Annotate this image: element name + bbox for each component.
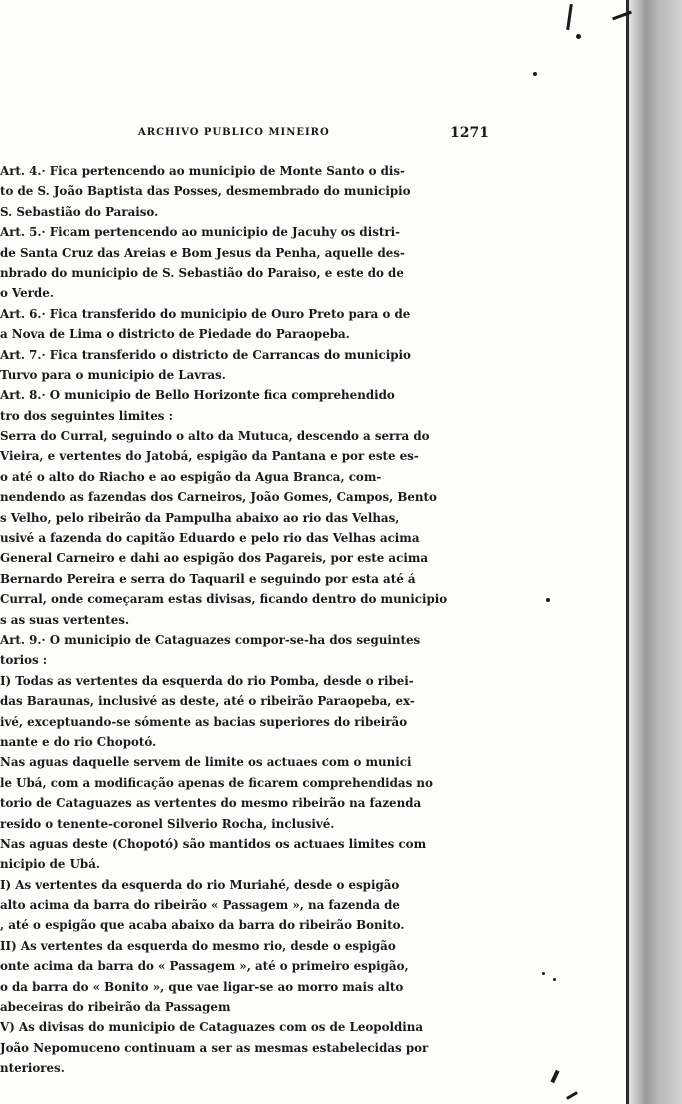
text-line: onte acima da barra do « Passagem », até o primeiro espigão, xyxy=(0,959,409,974)
ink-speck xyxy=(566,4,573,30)
text-line: tro dos seguintes limites : xyxy=(0,408,173,423)
text-line: torios : xyxy=(0,653,48,668)
text-line: ivé, exceptuando-se sómente as bacias superiores do ribeirão xyxy=(0,714,408,729)
text-line: Art. 7.· Fica transferido o districto de Carrancas do municipio xyxy=(0,347,411,362)
text-line: abeceiras do ribeirão da Passagem xyxy=(0,1000,231,1015)
text-line: s as suas vertentes. xyxy=(0,612,130,627)
text-line: Turvo para o municipio de Lavras. xyxy=(0,367,226,382)
text-line: das Baraunas, inclusivé as deste, até o ribeirão Paraopeba, ex- xyxy=(0,694,415,709)
text-line: nicipio de Ubá. xyxy=(0,857,100,872)
text-line: usivé a fazenda do capitão Eduardo e pelo rio das Velhas acima xyxy=(0,531,420,546)
text-line: Nas aguas daquelle servem de limite os actuaes com o munici xyxy=(0,755,412,770)
text-line: resido o tenente-coronel Silverio Rocha, inclusivé. xyxy=(0,816,335,831)
text-line: V) As divisas do municipio de Cataguazes com os de Leopoldina xyxy=(0,1020,424,1035)
text-line: nante e do rio Chopotó. xyxy=(0,734,157,749)
text-line: Art. 6.· Fica transferido do municipio de Ouro Preto para o de xyxy=(0,306,411,321)
text-line: Art. 5.· Ficam pertencendo ao municipio de Jacuhy os distri- xyxy=(0,225,401,240)
text-line: de Santa Cruz das Areias e Bom Jesus da Penha, aquelle des- xyxy=(0,245,405,260)
book-spine-shadow xyxy=(628,0,682,1104)
text-line: , até o espigão que acaba abaixo da barra do ribeirão Bonito. xyxy=(0,918,405,933)
ink-speck xyxy=(576,34,581,39)
text-line: s Velho, pelo ribeirão da Pampulha abaixo ao rio das Velhas, xyxy=(0,510,400,525)
text-line: nteriores. xyxy=(0,1061,65,1076)
text-line: o da barra do « Bonito », que vae ligar-se ao morro mais alto xyxy=(0,979,404,994)
text-line: Art. 4.· Fica pertencendo ao municipio de Monte Santo o dis- xyxy=(0,164,405,178)
body-text xyxy=(0,161,500,1079)
text-line: torio de Cataguazes as vertentes do mesmo ribeirão na fazenda xyxy=(0,796,422,811)
page-edge-line xyxy=(626,0,629,1104)
text-line: o Verde. xyxy=(0,286,54,301)
ink-speck xyxy=(553,978,556,981)
text-line: Bernardo Pereira e serra do Taquaril e seguindo por esta até á xyxy=(0,571,416,586)
ink-speck xyxy=(533,72,537,76)
running-title: ARCHIVO PUBLICO MINEIRO xyxy=(138,127,330,138)
text-line: II) As vertentes da esquerda do mesmo rio, desde o espigão xyxy=(0,938,396,953)
text-line: Serra do Curral, seguindo o alto da Mutuca, descendo a serra do xyxy=(0,429,430,444)
text-line: alto acima da barra do ribeirão « Passagem », na fazenda de xyxy=(0,898,400,913)
ink-speck xyxy=(566,1091,578,1100)
text-line: o até o alto do Riacho e ao espigão da Agua Branca, com- xyxy=(0,469,382,484)
ink-speck xyxy=(542,972,545,975)
ink-speck xyxy=(546,598,550,602)
text-line: General Carneiro e dahi ao espigão dos Pagareis, por este acima xyxy=(0,551,429,566)
text-line: Curral, onde começaram estas divisas, ficando dentro do municipio xyxy=(0,592,448,607)
ink-speck xyxy=(550,1070,559,1083)
text-line: a Nova de Lima o districto de Piedade do Paraopeba. xyxy=(0,327,350,342)
text-line: I) As vertentes da esquerda do rio Muriahé, desde o espigão xyxy=(0,877,400,892)
text-line: Art. 8.· O municipio de Bello Horizonte fica comprehendido xyxy=(0,388,395,403)
text-line: Nas aguas deste (Chopotó) são mantidos os actuaes limites com xyxy=(0,836,427,851)
text-line: S. Sebastião do Paraiso. xyxy=(0,204,159,219)
text-line: Art. 9.· O municipio de Cataguazes compor-se-ha dos seguintes xyxy=(0,632,421,647)
text-line: João Nepomuceno continuam a ser as mesmas estabelecidas por xyxy=(0,1040,429,1055)
text-line: I) Todas as vertentes da esquerda do rio Pomba, desde o ribei- xyxy=(0,673,414,688)
text-line: nendendo as fazendas dos Carneiros, João Gomes, Campos, Bento xyxy=(0,490,437,505)
page-header xyxy=(0,127,626,147)
text-line: to de S. João Baptista das Posses, desmembrado do municipio xyxy=(0,184,411,199)
text-line: nbrado do municipio de S. Sebastião do Paraiso, e este do de xyxy=(0,265,404,280)
text-line: Vieira, e vertentes do Jatobá, espigão da Pantana e por este es- xyxy=(0,449,419,464)
page-number: 1271 xyxy=(450,125,489,141)
text-line: le Ubá, com a modificação apenas de ficarem comprehendidas no xyxy=(0,775,433,790)
